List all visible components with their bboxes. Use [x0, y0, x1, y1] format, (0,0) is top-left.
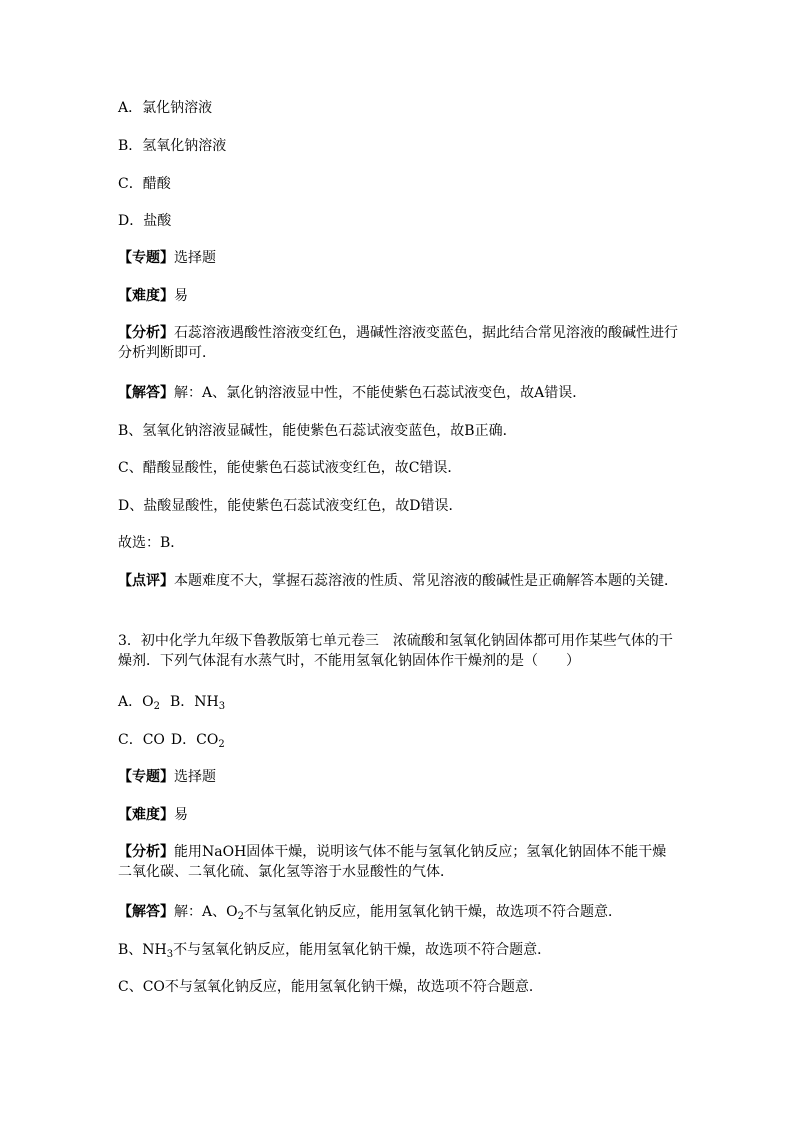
q3-topic-value: 选择题: [174, 769, 216, 785]
analysis-paragraph: [118, 323, 678, 363]
question-3-stem: 3．初中化学九年级下鲁教版第七单元卷三 浓硫酸和氢氧化钠固体都可用作某些气体的干燥剂．下列气体混有水蒸气时，不能用氢氧化钠固体作干燥剂的是（ ）: [118, 633, 673, 669]
option-c: C．醋酸: [118, 176, 171, 192]
answer-label: 【解答】: [118, 385, 174, 401]
q3-options-cd: [118, 730, 678, 750]
q3-analysis-label: 【分析】: [118, 844, 174, 860]
difficulty-line: [118, 286, 678, 306]
q3-options-ab: [118, 692, 678, 712]
answer-line-a: [118, 383, 678, 403]
q3-option-a: A．$O_2$: [118, 694, 160, 712]
q3-answer-line-c: C、CO不与氢氧化钠反应，能用氢氧化钠干燥，故选项不符合题意．: [118, 979, 543, 995]
choice-line: 故选：B．: [118, 535, 185, 551]
answer-a-text: 解：A、氯化钠溶液显中性，不能使紫色石蕊试液变色，故A错误．: [174, 385, 587, 401]
q3-option-b: B．$NH_3$: [169, 694, 226, 712]
q3-topic-line: [118, 767, 678, 787]
option-b: B．氢氧化钠溶液: [118, 138, 227, 154]
q3-analysis-paragraph: [118, 842, 678, 882]
q3-option-c: C．CO: [118, 732, 165, 748]
q3-answer-label: 【解答】: [118, 904, 174, 920]
option-a: A．氯化钠溶液: [118, 100, 213, 116]
q3-answer-line-b: B、$NH_3$不与氢氧化钠反应，能用氢氧化钠干燥，故选项不符合题意．: [118, 942, 552, 960]
analysis-label: 【分析】: [118, 325, 174, 341]
topic-value: 选择题: [174, 250, 216, 266]
q3-answer-line-a: 【解答】解：A、$O_2$不与氢氧化钠反应，能用氢氧化钠干燥，故选项不符合题意．: [118, 904, 622, 922]
comment-paragraph: [118, 571, 678, 591]
answer-line-c: C、醋酸显酸性，能使紫色石蕊试液变红色，故C错误．: [118, 460, 462, 476]
q3-difficulty-value: 易: [174, 807, 188, 823]
q3-difficulty-line: [118, 805, 678, 825]
difficulty-label: 【难度】: [118, 288, 174, 304]
comment-label: 【点评】: [118, 573, 174, 589]
topic-label: 【专题】: [118, 250, 174, 266]
option-d: D．盐酸: [118, 213, 172, 229]
answer-line-d: D、盐酸显酸性，能使紫色石蕊试液变红色，故D错误．: [118, 498, 463, 514]
difficulty-value: 易: [174, 288, 188, 304]
q3-option-d: D．$CO_2$: [170, 732, 225, 750]
q3-analysis-text: 能用NaOH固体干燥，说明该气体不能与氢氧化钠反应；氢氧化钠固体不能干燥二氧化碳、二氧化硫、氯化氢等溶于水显酸性的气体．: [118, 844, 667, 880]
analysis-text: 石蕊溶液遇酸性溶液变红色，遇碱性溶液变蓝色，据此结合常见溶液的酸碱性进行分析判断即可．: [118, 325, 678, 361]
q3-difficulty-label: 【难度】: [118, 807, 174, 823]
answer-line-b: B、氢氧化钠溶液显碱性，能使紫色石蕊试液变蓝色，故B正确．: [118, 423, 517, 439]
topic-line: [118, 248, 678, 268]
q3-topic-label: 【专题】: [118, 769, 174, 785]
comment-text: 本题难度不大，掌握石蕊溶液的性质、常见溶液的酸碱性是正确解答本题的关键．: [174, 573, 678, 589]
